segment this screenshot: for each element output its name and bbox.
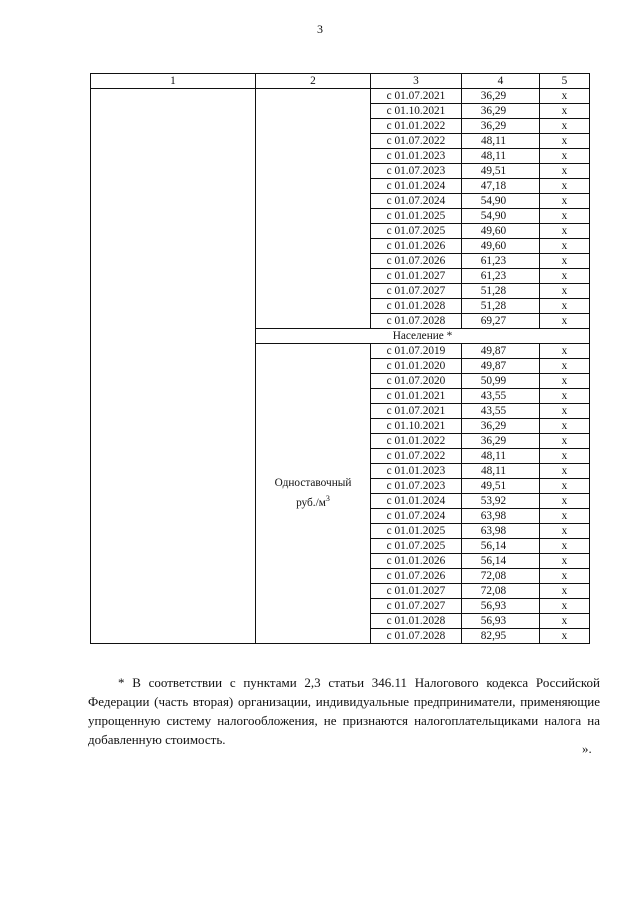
vat-mark: х xyxy=(540,419,590,434)
tariff-value: 72,08 xyxy=(462,584,540,599)
date-cell: с 01.01.2024 xyxy=(371,179,462,194)
vat-mark: х xyxy=(540,479,590,494)
footnote: * В соответствии с пунктами 2,3 статьи 346.11 Налогового кодекса Российской Федерации (часть вторая) организации, индивидуальные предприниматели, применяющие упрощенную систему налогообложения, не признаются налогоплательщиками налога на добавленную стоимость. xyxy=(88,675,600,747)
date-cell: с 01.01.2028 xyxy=(371,614,462,629)
date-cell: с 01.07.2024 xyxy=(371,194,462,209)
vat-mark: х xyxy=(540,449,590,464)
vat-mark: х xyxy=(540,569,590,584)
tariff-value: 63,98 xyxy=(462,509,540,524)
vat-mark: х xyxy=(540,239,590,254)
tariff-value: 56,14 xyxy=(462,539,540,554)
vat-mark: х xyxy=(540,434,590,449)
tariff-value: 82,95 xyxy=(462,629,540,644)
vat-mark: х xyxy=(540,524,590,539)
vat-mark: х xyxy=(540,494,590,509)
date-cell: с 01.07.2020 xyxy=(371,374,462,389)
date-cell: с 01.07.2021 xyxy=(371,404,462,419)
tariff-value: 49,87 xyxy=(462,344,540,359)
category-cell xyxy=(91,89,256,644)
date-cell: с 01.07.2027 xyxy=(371,284,462,299)
date-cell: с 01.07.2019 xyxy=(371,344,462,359)
tariff-value: 48,11 xyxy=(462,449,540,464)
date-cell: с 01.01.2027 xyxy=(371,269,462,284)
tariff-value: 36,29 xyxy=(462,434,540,449)
tariff-value: 61,23 xyxy=(462,254,540,269)
vat-mark: х xyxy=(540,599,590,614)
date-cell: с 01.01.2020 xyxy=(371,359,462,374)
vat-mark: х xyxy=(540,614,590,629)
date-cell: с 01.07.2023 xyxy=(371,479,462,494)
date-cell: с 01.01.2023 xyxy=(371,464,462,479)
rate-unit-superscript: 3 xyxy=(325,494,330,504)
date-cell: с 01.07.2021 xyxy=(371,89,462,104)
tariff-value: 49,87 xyxy=(462,359,540,374)
date-cell: с 01.01.2027 xyxy=(371,584,462,599)
date-cell: с 01.07.2023 xyxy=(371,164,462,179)
date-cell: с 01.07.2024 xyxy=(371,509,462,524)
tariff-value: 36,29 xyxy=(462,104,540,119)
tariff-value: 50,99 xyxy=(462,374,540,389)
tariff-value: 43,55 xyxy=(462,389,540,404)
vat-mark: х xyxy=(540,119,590,134)
vat-mark: х xyxy=(540,149,590,164)
date-cell: с 01.01.2028 xyxy=(371,299,462,314)
rate-unit xyxy=(256,491,370,511)
date-cell: с 01.07.2025 xyxy=(371,539,462,554)
vat-mark: х xyxy=(540,359,590,374)
date-cell: с 01.01.2023 xyxy=(371,149,462,164)
vat-mark: х xyxy=(540,104,590,119)
tariff-value: 48,11 xyxy=(462,134,540,149)
vat-mark: х xyxy=(540,254,590,269)
column-number-1: 1 xyxy=(91,74,256,89)
vat-mark: х xyxy=(540,194,590,209)
tariff-value: 49,51 xyxy=(462,164,540,179)
date-cell: с 01.10.2021 xyxy=(371,104,462,119)
tariff-value: 36,29 xyxy=(462,119,540,134)
column-number-5: 5 xyxy=(540,74,590,89)
tariff-value: 43,55 xyxy=(462,404,540,419)
rate-type-cell xyxy=(256,344,371,644)
page-number: 3 xyxy=(317,22,323,36)
vat-mark: х xyxy=(540,209,590,224)
vat-mark: х xyxy=(540,314,590,329)
tariff-value: 49,60 xyxy=(462,239,540,254)
vat-mark: х xyxy=(540,224,590,239)
closing-quote: ». xyxy=(582,741,592,756)
tariff-table xyxy=(90,73,590,644)
table-header-row xyxy=(91,74,590,89)
tariff-value: 48,11 xyxy=(462,464,540,479)
vat-mark: х xyxy=(540,179,590,194)
vat-mark: х xyxy=(540,299,590,314)
tariff-value: 54,90 xyxy=(462,209,540,224)
date-cell: с 01.07.2026 xyxy=(371,569,462,584)
tariff-value: 49,51 xyxy=(462,479,540,494)
date-cell: с 01.01.2021 xyxy=(371,389,462,404)
tariff-value: 56,93 xyxy=(462,614,540,629)
date-cell: с 01.07.2028 xyxy=(371,314,462,329)
vat-mark: х xyxy=(540,374,590,389)
rate-unit-text: руб./м xyxy=(296,496,326,509)
vat-mark: х xyxy=(540,164,590,179)
date-cell: с 01.01.2025 xyxy=(371,524,462,539)
vat-mark: х xyxy=(540,134,590,149)
section-label: Население * xyxy=(256,329,590,344)
vat-mark: х xyxy=(540,584,590,599)
date-cell: с 01.01.2026 xyxy=(371,554,462,569)
date-cell: с 01.07.2022 xyxy=(371,134,462,149)
tariff-value: 51,28 xyxy=(462,284,540,299)
date-cell: с 01.01.2022 xyxy=(371,434,462,449)
tariff-value: 63,98 xyxy=(462,524,540,539)
date-cell: с 01.07.2028 xyxy=(371,629,462,644)
date-cell: с 01.01.2026 xyxy=(371,239,462,254)
tariff-value: 61,23 xyxy=(462,269,540,284)
vat-mark: х xyxy=(540,629,590,644)
vat-mark: х xyxy=(540,464,590,479)
vat-mark: х xyxy=(540,89,590,104)
date-cell: с 01.01.2025 xyxy=(371,209,462,224)
table-row xyxy=(91,89,590,104)
tariff-value: 56,14 xyxy=(462,554,540,569)
vat-mark: х xyxy=(540,284,590,299)
vat-mark: х xyxy=(540,509,590,524)
rate-label-line1: Одноставочный xyxy=(274,477,352,490)
date-cell: с 01.07.2026 xyxy=(371,254,462,269)
tariff-value: 47,18 xyxy=(462,179,540,194)
date-cell: с 01.01.2024 xyxy=(371,494,462,509)
tariff-value: 72,08 xyxy=(462,569,540,584)
date-cell: с 01.07.2025 xyxy=(371,224,462,239)
vat-mark: х xyxy=(540,389,590,404)
date-cell: с 01.07.2022 xyxy=(371,449,462,464)
tariff-value: 54,90 xyxy=(462,194,540,209)
tariff-value: 36,29 xyxy=(462,89,540,104)
vat-mark: х xyxy=(540,269,590,284)
tariff-value: 36,29 xyxy=(462,419,540,434)
tariff-value: 69,27 xyxy=(462,314,540,329)
tariff-value: 48,11 xyxy=(462,149,540,164)
tariff-value: 53,92 xyxy=(462,494,540,509)
tariff-value: 56,93 xyxy=(462,599,540,614)
vat-mark: х xyxy=(540,404,590,419)
vat-mark: х xyxy=(540,344,590,359)
vat-mark: х xyxy=(540,554,590,569)
date-cell: с 01.10.2021 xyxy=(371,419,462,434)
rate-type-cell xyxy=(256,89,371,329)
tariff-value: 49,60 xyxy=(462,224,540,239)
date-cell: с 01.07.2027 xyxy=(371,599,462,614)
date-cell: с 01.01.2022 xyxy=(371,119,462,134)
tariff-value: 51,28 xyxy=(462,299,540,314)
column-number-4: 4 xyxy=(462,74,540,89)
column-number-3: 3 xyxy=(371,74,462,89)
vat-mark: х xyxy=(540,539,590,554)
column-number-2: 2 xyxy=(256,74,371,89)
